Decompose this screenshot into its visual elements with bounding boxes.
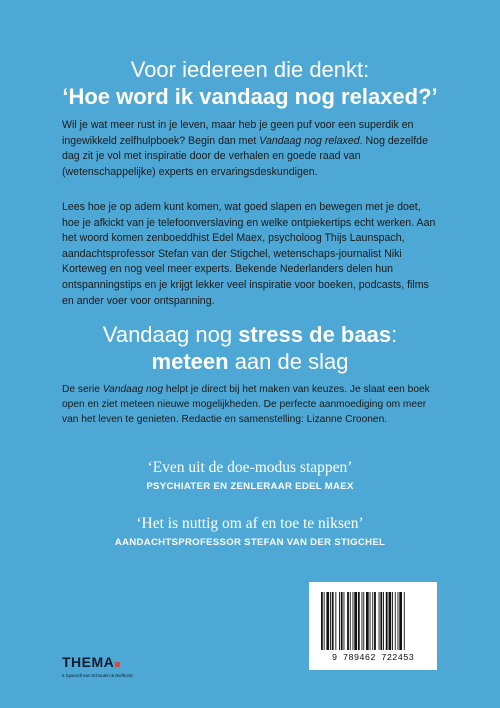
barcode-bar — [363, 592, 364, 650]
barcode-bar — [379, 592, 380, 650]
barcode-bar — [386, 592, 388, 650]
barcode-bar — [353, 592, 354, 650]
subheadline — [60, 321, 440, 375]
barcode-bar — [380, 592, 382, 650]
series-text-2: helpt je direct bij het maken van keuzes. Je slaat een boek open en ziet meteen nieuwe mogelijkheden. De perfecte aanmoediging om meer van het leven te genieten. Redactie en samenstelling: Lizanne Croonen. — [62, 384, 430, 425]
barcode-bar — [366, 592, 369, 650]
quote-1 — [60, 458, 440, 492]
barcode-bar — [370, 592, 371, 650]
barcode — [309, 582, 437, 670]
series-name: Vandaag nog — [102, 384, 164, 395]
barcode-bar — [354, 592, 357, 650]
barcode-bar — [374, 592, 376, 650]
barcode-bar — [398, 592, 399, 650]
barcode-bar — [339, 592, 340, 650]
logo-square-icon — [115, 662, 120, 667]
barcode-bar — [389, 592, 392, 650]
publisher-logo — [62, 654, 162, 678]
barcode-bar — [341, 592, 343, 650]
quote-2-text: ‘Het is nuttig om af en toe te niksen’ — [136, 515, 364, 532]
publisher-logo-row — [62, 654, 162, 672]
barcode-bar — [347, 592, 349, 650]
barcode-bar — [335, 592, 336, 650]
quote-1-author: PSYCHIATER EN ZENLERAAR EDEL MAEX — [146, 481, 354, 492]
barcode-bar — [332, 592, 334, 650]
subheadline-line-2 — [60, 348, 440, 375]
quote-2-author: AANDACHTSPROFESSOR STEFAN VAN DER STIGCHEL — [114, 537, 386, 548]
barcode-bar — [358, 592, 360, 650]
subheadline-text-e: aan de slag — [228, 349, 349, 374]
barcode-bar — [350, 592, 351, 650]
barcode-bar — [395, 592, 396, 650]
headline-line-1: Voor iedereen die denkt: — [130, 57, 370, 82]
barcode-bar — [330, 592, 331, 650]
intro-text-1: Wil je wat meer rust in je leven, maar heb je geen puf voor een superdik en ingewikkeld zelfhulpboek? Begin dan met — [62, 119, 414, 147]
barcode-bar — [362, 592, 363, 650]
quote-2 — [60, 514, 440, 548]
subheadline-bold-b: stress de baas — [238, 322, 392, 347]
barcode-bar — [324, 592, 325, 650]
barcode-bar — [321, 592, 323, 650]
subheadline-text-c: : — [391, 322, 398, 347]
series-paragraph — [62, 382, 442, 427]
publisher-name: THEMA — [62, 654, 115, 670]
series-text-1: De serie — [62, 384, 103, 395]
publisher-tagline: a Spaendl van Schouten & Nielhorst — [62, 673, 133, 678]
subheadline-line-1 — [60, 321, 440, 348]
headline — [60, 56, 440, 110]
book-title: Vandaag nog relaxed — [259, 134, 360, 147]
barcode-bar — [392, 592, 393, 650]
barcode-bar — [404, 592, 405, 650]
isbn-number: 9 789462 722453 — [331, 653, 415, 663]
barcode-bar — [326, 592, 329, 650]
barcode-bar — [383, 592, 384, 650]
barcode-bar — [344, 592, 345, 650]
intro-text-2: . Nog dezelfde dag zit je vol met inspiratie door de verhalen en goede raad van (wetenschappelijke) experts en ervaringsdeskundigen. — [62, 134, 428, 178]
headline-line-2: ‘Hoe word ik vandaag nog relaxed?’ — [62, 84, 438, 109]
content-paragraph: Lees hoe je op adem kunt komen, wat goed slapen en bewegen met je doet, hoe je afkickt van je telefoonverslaving en welke ontpiekertips echt werken. Aan het woord komen zenboeddhist Edel Maex, psycholoog Thijs Launspach, aandachtsprofessor Stefan van der Stigchel, wetenschaps-journalist Niki Korteweg en nog veel meer experts. Bekende Nederlanders delen hun ontspanningstips en je krijgt lekker veel inspiratie voor boeken, podcasts, films en ander voer voor ontspanning. — [62, 201, 436, 307]
barcode-bar — [372, 592, 373, 650]
subheadline-text-a: Vandaag nog — [102, 322, 239, 347]
quote-1-text: ‘Even uit de doe-modus stappen’ — [147, 459, 353, 476]
subheadline-bold-d: meteen — [151, 349, 229, 374]
intro-paragraph — [62, 118, 440, 180]
barcode-bar — [399, 592, 402, 650]
barcode-bars-icon — [319, 592, 427, 652]
